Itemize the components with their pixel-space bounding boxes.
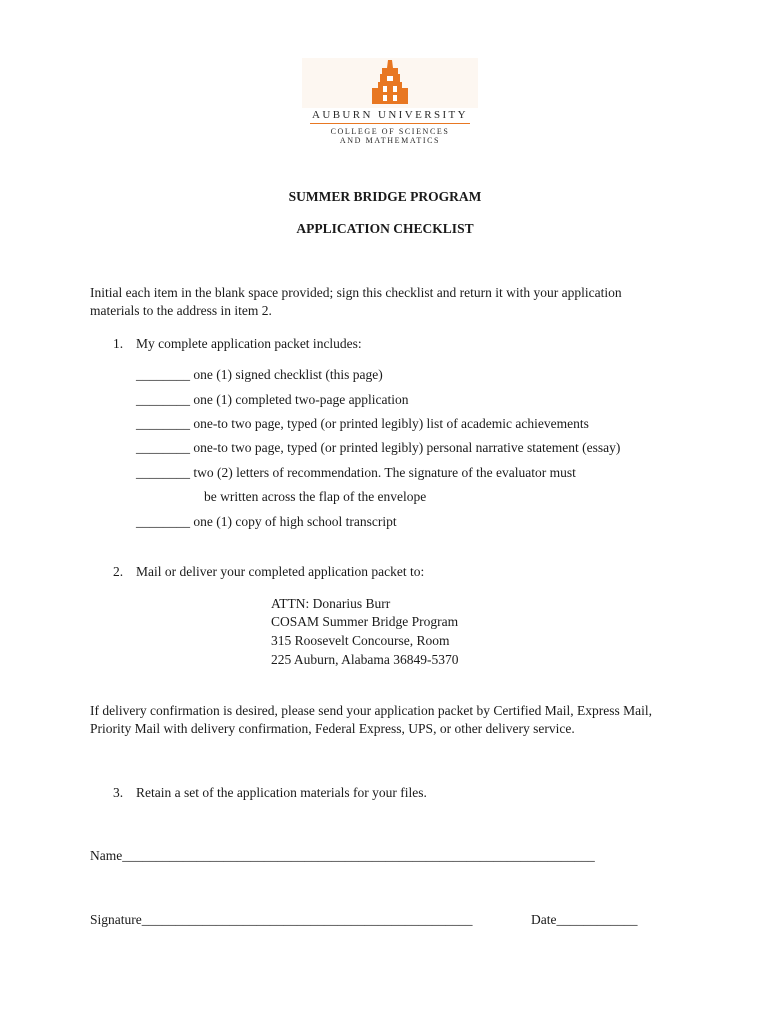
address-line: 315 Roosevelt Concourse, Room bbox=[271, 633, 450, 648]
logo-college-line1: COLLEGE OF SCIENCES bbox=[330, 127, 450, 136]
signature-field[interactable]: Signature_________________________________________________ bbox=[90, 912, 473, 927]
item-1-text: My complete application packet includes: bbox=[136, 336, 362, 351]
checklist-line: ________ one-to two page, typed (or printed legibly) list of academic achievements bbox=[136, 416, 589, 431]
logo-college-line2: AND MATHEMATICS bbox=[339, 136, 441, 145]
address-line: COSAM Summer Bridge Program bbox=[271, 614, 459, 629]
tower-icon bbox=[302, 58, 478, 108]
checklist-line: ________ one-to two page, typed (or printed legibly) personal narrative statement (essay) bbox=[136, 440, 621, 455]
intro-line-1: Initial each item in the blank space provided; sign this checklist and return it with your application bbox=[90, 285, 622, 300]
item-3-text: Retain a set of the application materials for your files. bbox=[136, 785, 427, 800]
item-1-number: 1. bbox=[113, 336, 124, 351]
delivery-line-2: Priority Mail with delivery confirmation, Federal Express, UPS, or other delivery service. bbox=[90, 721, 575, 736]
page-title: SUMMER BRIDGE PROGRAM bbox=[288, 189, 482, 204]
address-line: ATTN: Donarius Burr bbox=[271, 596, 391, 611]
item-2-text: Mail or deliver your completed application packet to: bbox=[136, 564, 425, 579]
item-2-number: 2. bbox=[113, 564, 124, 579]
checklist-line: ________ one (1) completed two-page application bbox=[136, 392, 409, 407]
date-field[interactable]: Date____________ bbox=[531, 912, 638, 927]
page-subtitle: APPLICATION CHECKLIST bbox=[296, 221, 474, 236]
address-line: 225 Auburn, Alabama 36849-5370 bbox=[271, 652, 459, 667]
checklist-line: ________ one (1) signed checklist (this page) bbox=[136, 367, 383, 382]
logo-college-name bbox=[302, 127, 478, 145]
checklist-line: ________ one (1) copy of high school transcript bbox=[136, 514, 397, 529]
checklist-line-continuation: be written across the flap of the envelope bbox=[204, 489, 427, 504]
name-field[interactable]: Name______________________________________________________________________ bbox=[90, 848, 595, 863]
intro-line-2: materials to the address in item 2. bbox=[90, 303, 272, 318]
delivery-line-1: If delivery confirmation is desired, please send your application packet by Certified Mail, Express Mail, bbox=[90, 703, 652, 718]
logo-university-name: AUBURN UNIVERSITY bbox=[312, 109, 468, 121]
item-3-number: 3. bbox=[113, 785, 124, 800]
logo-divider bbox=[310, 123, 470, 124]
checklist-line: ________ two (2) letters of recommendation. The signature of the evaluator must bbox=[136, 465, 576, 480]
